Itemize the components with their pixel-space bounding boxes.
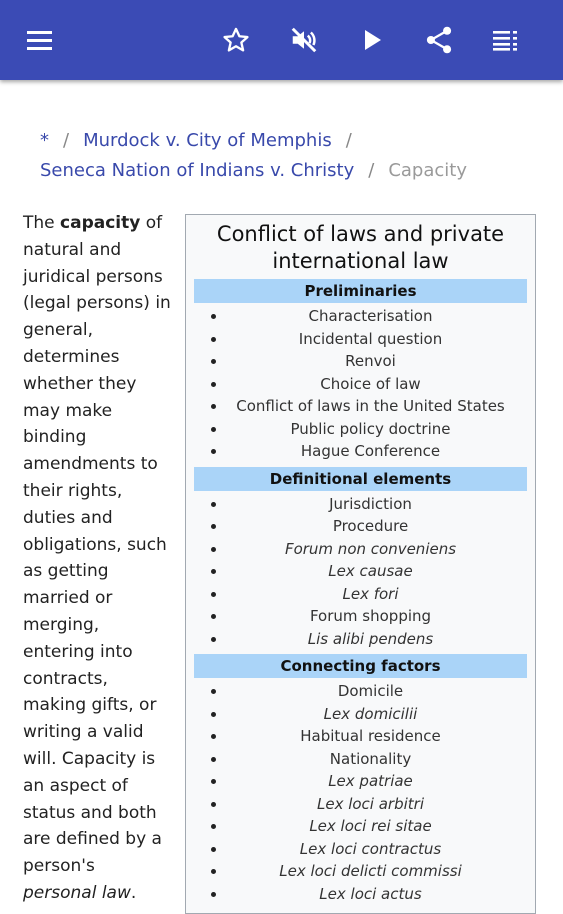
bullet	[211, 314, 216, 319]
bullet	[211, 427, 216, 432]
bullet	[211, 757, 216, 762]
share-button[interactable]	[419, 18, 459, 62]
breadcrumb-item-home[interactable]: *	[40, 130, 49, 151]
contents-button[interactable]	[486, 18, 526, 62]
infobox-title: Conflict of laws and private international law	[216, 222, 505, 273]
list-item[interactable]: Lex loci arbitri	[186, 793, 535, 816]
bullet	[211, 382, 216, 387]
infobox-section-header: Connecting factors	[194, 654, 527, 678]
bullet	[211, 734, 216, 739]
breadcrumb-item-seneca[interactable]: Seneca Nation of Indians v. Christy	[40, 160, 355, 181]
bullet	[211, 524, 216, 529]
list-item[interactable]: Lex loci rei sitae	[186, 815, 535, 838]
list-item[interactable]: Lis alibi pendens	[186, 628, 535, 651]
bullet	[211, 547, 216, 552]
list-item[interactable]: Renvoi	[186, 350, 535, 373]
breadcrumb-item-murdock[interactable]: Murdock v. City of Memphis	[83, 130, 332, 151]
list-item[interactable]: Incidental question	[186, 328, 535, 351]
list-item[interactable]: Nationality	[186, 748, 535, 771]
bullet	[211, 824, 216, 829]
bullet	[211, 847, 216, 852]
favorite-button[interactable]	[216, 18, 256, 62]
article-paragraph	[23, 210, 171, 907]
bullet	[211, 359, 216, 364]
menu-icon	[26, 29, 54, 51]
playlist-icon	[492, 29, 520, 51]
list-item[interactable]: Characterisation	[186, 305, 535, 328]
list-item[interactable]: Habitual residence	[186, 725, 535, 748]
list-item[interactable]: Lex fori	[186, 583, 535, 606]
infobox-list	[186, 680, 535, 905]
article-text: The	[23, 213, 61, 233]
bullet	[211, 779, 216, 784]
bullet	[211, 802, 216, 807]
article-bold-term: capacity	[60, 213, 141, 233]
list-item[interactable]: Choice of law	[186, 373, 535, 396]
list-item[interactable]: Hague Conference	[186, 440, 535, 463]
bullet	[211, 712, 216, 717]
article-italic-link: personal law	[23, 882, 131, 903]
bullet	[211, 869, 216, 874]
star-icon	[222, 26, 250, 54]
breadcrumb-current: Capacity	[388, 160, 467, 181]
bullet	[211, 337, 216, 342]
mute-button[interactable]	[284, 18, 324, 62]
breadcrumb	[40, 126, 540, 186]
bullet	[211, 614, 216, 619]
list-item[interactable]: Lex causae	[186, 560, 535, 583]
infobox-section-header: Preliminaries	[194, 279, 527, 303]
list-item[interactable]: Jurisdiction	[186, 493, 535, 516]
volume-off-icon	[289, 25, 319, 55]
article-text: .	[130, 882, 137, 903]
play-icon	[361, 28, 383, 52]
menu-button[interactable]	[20, 18, 60, 62]
share-icon	[425, 25, 453, 55]
bullet	[211, 502, 216, 507]
list-item[interactable]: Procedure	[186, 515, 535, 538]
bullet	[211, 569, 216, 574]
list-item[interactable]: Domicile	[186, 680, 535, 703]
bullet	[211, 637, 216, 642]
infobox-section-header: Definitional elements	[194, 467, 527, 491]
breadcrumb-separator: /	[63, 130, 70, 151]
list-item[interactable]: Forum non conveniens	[186, 538, 535, 561]
list-item[interactable]: Lex loci contractus	[186, 838, 535, 861]
list-item[interactable]: Lex loci actus	[186, 883, 535, 906]
list-item[interactable]: Lex domicilii	[186, 703, 535, 726]
infobox-list	[186, 493, 535, 651]
infobox-list	[186, 305, 535, 463]
bullet	[211, 449, 216, 454]
list-item[interactable]: Lex patriae	[186, 770, 535, 793]
breadcrumb-separator: /	[368, 160, 375, 181]
list-item[interactable]: Forum shopping	[186, 605, 535, 628]
bullet	[211, 689, 216, 694]
app-bar	[0, 0, 563, 80]
list-item[interactable]: Conflict of laws in the United States	[186, 395, 535, 418]
bullet	[211, 892, 216, 897]
list-item[interactable]: Public policy doctrine	[186, 418, 535, 441]
bullet	[211, 592, 216, 597]
play-button[interactable]	[352, 18, 392, 62]
list-item[interactable]: Lex loci delicti commissi	[186, 860, 535, 883]
breadcrumb-separator: /	[345, 130, 352, 151]
article-text: of natural and juridical persons (legal persons) in general, determines whether they may make binding amendments to their rights, duties and obligations, such as getting married or merging, entering into contracts, making gifts, or writing a valid will. Capacity is an aspect of status and both are defined by a person's	[23, 213, 171, 877]
infobox	[185, 214, 536, 914]
bullet	[211, 404, 216, 409]
